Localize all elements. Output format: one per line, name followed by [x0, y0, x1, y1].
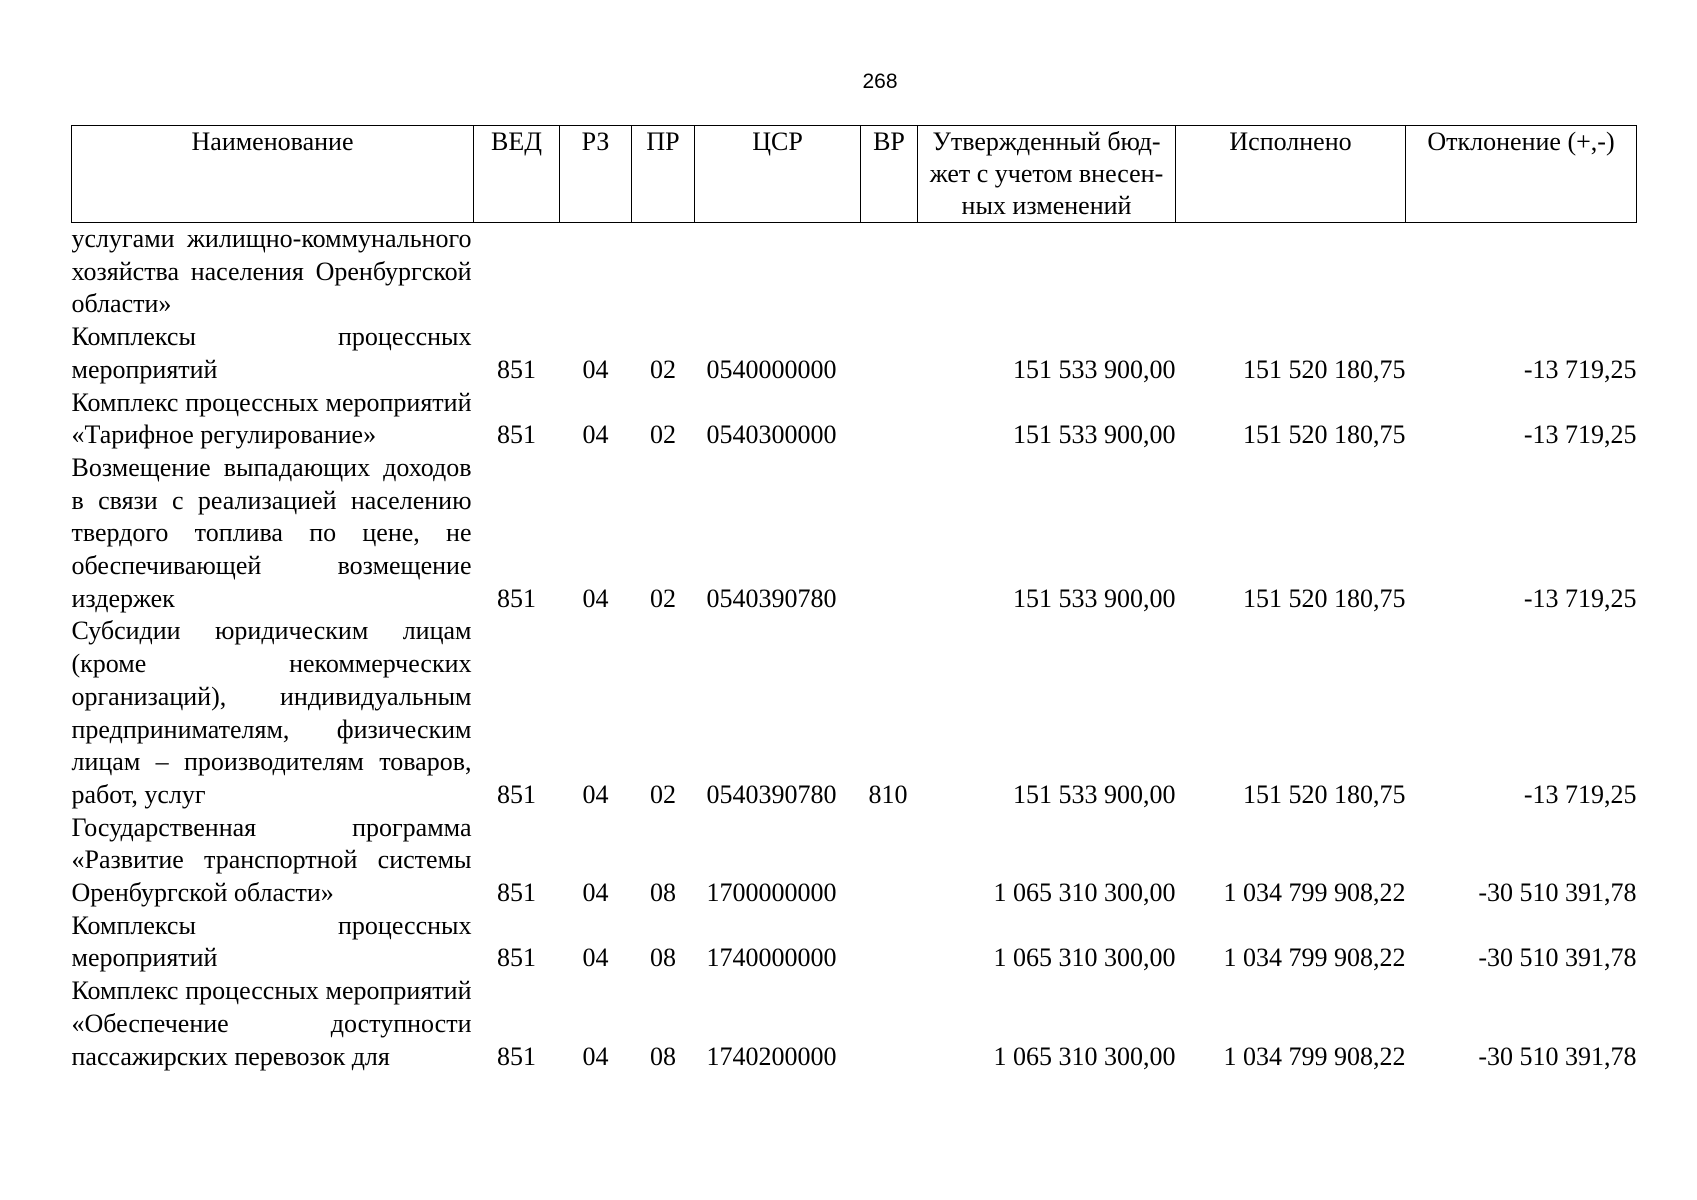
- cell-ved: [474, 223, 560, 322]
- column-header-ved: ВЕД: [474, 126, 560, 223]
- cell-name: Комплексы процессных мероприятий: [71, 322, 472, 384]
- cell-executed: 151 520 180,75: [1243, 354, 1406, 384]
- cell-csr: [695, 223, 861, 322]
- cell-vr: [861, 975, 918, 1073]
- column-header-vr: ВР: [861, 126, 918, 223]
- cell-approved: 1 065 310 300,00: [993, 1041, 1176, 1071]
- table-row: [72, 812, 1637, 910]
- cell-rz: 04: [582, 354, 609, 384]
- cell-rz: 04: [582, 943, 609, 973]
- column-header-name: Наименование: [72, 126, 474, 223]
- cell-csr: 0540300000: [706, 420, 837, 450]
- cell-vr: [861, 452, 918, 616]
- cell-pr: [632, 223, 695, 322]
- cell-deviation: -13 719,25: [1523, 420, 1637, 450]
- cell-deviation: -30 510 391,78: [1478, 943, 1637, 973]
- cell-rz: 04: [582, 878, 609, 908]
- table-row: [72, 910, 1637, 975]
- cell-vr: 810: [868, 779, 908, 809]
- cell-deviation: -13 719,25: [1523, 354, 1637, 384]
- cell-name: Возмещение выпадающих доходов в связи с реализацией населению твердого топлива по цене, не обеспечивающей возмещение издержек: [71, 452, 472, 613]
- cell-vr: [861, 387, 918, 452]
- cell-pr: 08: [650, 1041, 676, 1071]
- column-header-approved: Утвержденный бюд-жет с учетом внесен-ных изменений: [918, 126, 1176, 223]
- table-header: [72, 126, 1637, 223]
- cell-rz: 04: [582, 779, 609, 809]
- cell-ved: 851: [497, 354, 536, 384]
- cell-executed: [1176, 223, 1406, 322]
- table-row: [72, 615, 1637, 811]
- cell-deviation: -30 510 391,78: [1478, 1041, 1637, 1071]
- cell-executed: 1 034 799 908,22: [1223, 878, 1406, 908]
- cell-approved: 1 065 310 300,00: [993, 943, 1176, 973]
- cell-deviation: -13 719,25: [1523, 583, 1637, 613]
- table-body: [72, 223, 1637, 1074]
- table-row: [72, 387, 1637, 452]
- cell-pr: 08: [650, 878, 676, 908]
- cell-approved: 1 065 310 300,00: [993, 878, 1176, 908]
- table-row: [72, 452, 1637, 616]
- cell-approved: 151 533 900,00: [1013, 779, 1176, 809]
- cell-deviation: -30 510 391,78: [1478, 878, 1637, 908]
- cell-ved: 851: [497, 779, 536, 809]
- cell-executed: 1 034 799 908,22: [1223, 1041, 1406, 1071]
- cell-csr: 0540390780: [706, 583, 837, 613]
- column-header-csr: ЦСР: [695, 126, 861, 223]
- cell-csr: 0540000000: [706, 354, 837, 384]
- cell-executed: 151 520 180,75: [1243, 779, 1406, 809]
- column-header-executed: Исполнено: [1176, 126, 1406, 223]
- table-row: [72, 975, 1637, 1073]
- cell-vr: [861, 812, 918, 910]
- cell-approved: 151 533 900,00: [1013, 354, 1176, 384]
- cell-rz: 04: [582, 583, 609, 613]
- cell-rz: 04: [582, 1041, 609, 1071]
- cell-csr: 1700000000: [706, 878, 837, 908]
- cell-pr: 02: [650, 583, 676, 613]
- cell-name: услугами жилищно-коммунального хозяйства населения Оренбургской области»: [71, 224, 472, 319]
- cell-csr: 0540390780: [706, 779, 837, 809]
- budget-table: [71, 125, 1637, 1073]
- table-row: [72, 321, 1637, 386]
- cell-pr: 08: [650, 943, 676, 973]
- cell-rz: 04: [582, 420, 609, 450]
- column-header-rz: РЗ: [560, 126, 632, 223]
- cell-name: Комплекс процессных мероприятий «Обеспечение доступности пассажирских перевозок для: [71, 976, 472, 1071]
- cell-ved: 851: [497, 583, 536, 613]
- cell-approved: [918, 223, 1176, 322]
- cell-executed: 151 520 180,75: [1243, 420, 1406, 450]
- cell-name: Субсидии юридическим лицам (кроме некоммерческих организаций), индивидуальным предпринимателям, физическим лицам – производителям товаров, работ, услуг: [71, 616, 472, 809]
- cell-deviation: -13 719,25: [1523, 779, 1637, 809]
- cell-pr: 02: [650, 420, 676, 450]
- cell-executed: 151 520 180,75: [1243, 583, 1406, 613]
- cell-deviation: [1406, 223, 1637, 322]
- cell-name: Комплекс процессных мероприятий «Тарифное регулирование»: [71, 387, 472, 450]
- cell-vr: [861, 321, 918, 386]
- table-row: [72, 223, 1637, 322]
- cell-name: Комплексы процессных мероприятий: [71, 910, 472, 973]
- column-header-deviation: Отклонение (+,-): [1406, 126, 1637, 223]
- cell-approved: 151 533 900,00: [1013, 583, 1176, 613]
- cell-csr: 1740200000: [706, 1041, 837, 1071]
- page-number: 268: [862, 70, 898, 93]
- cell-pr: 02: [650, 779, 676, 809]
- cell-rz: [560, 223, 632, 322]
- cell-executed: 1 034 799 908,22: [1223, 943, 1406, 973]
- column-header-pr: ПР: [632, 126, 695, 223]
- cell-name: Государственная программа «Развитие транспортной системы Оренбургской области»: [71, 812, 472, 908]
- cell-approved: 151 533 900,00: [1013, 420, 1176, 450]
- cell-ved: 851: [497, 943, 536, 973]
- cell-ved: 851: [497, 878, 536, 908]
- cell-ved: 851: [497, 1041, 536, 1071]
- cell-vr: [861, 223, 918, 322]
- cell-csr: 1740000000: [706, 943, 837, 973]
- cell-pr: 02: [650, 354, 676, 384]
- cell-vr: [861, 910, 918, 975]
- cell-ved: 851: [497, 420, 536, 450]
